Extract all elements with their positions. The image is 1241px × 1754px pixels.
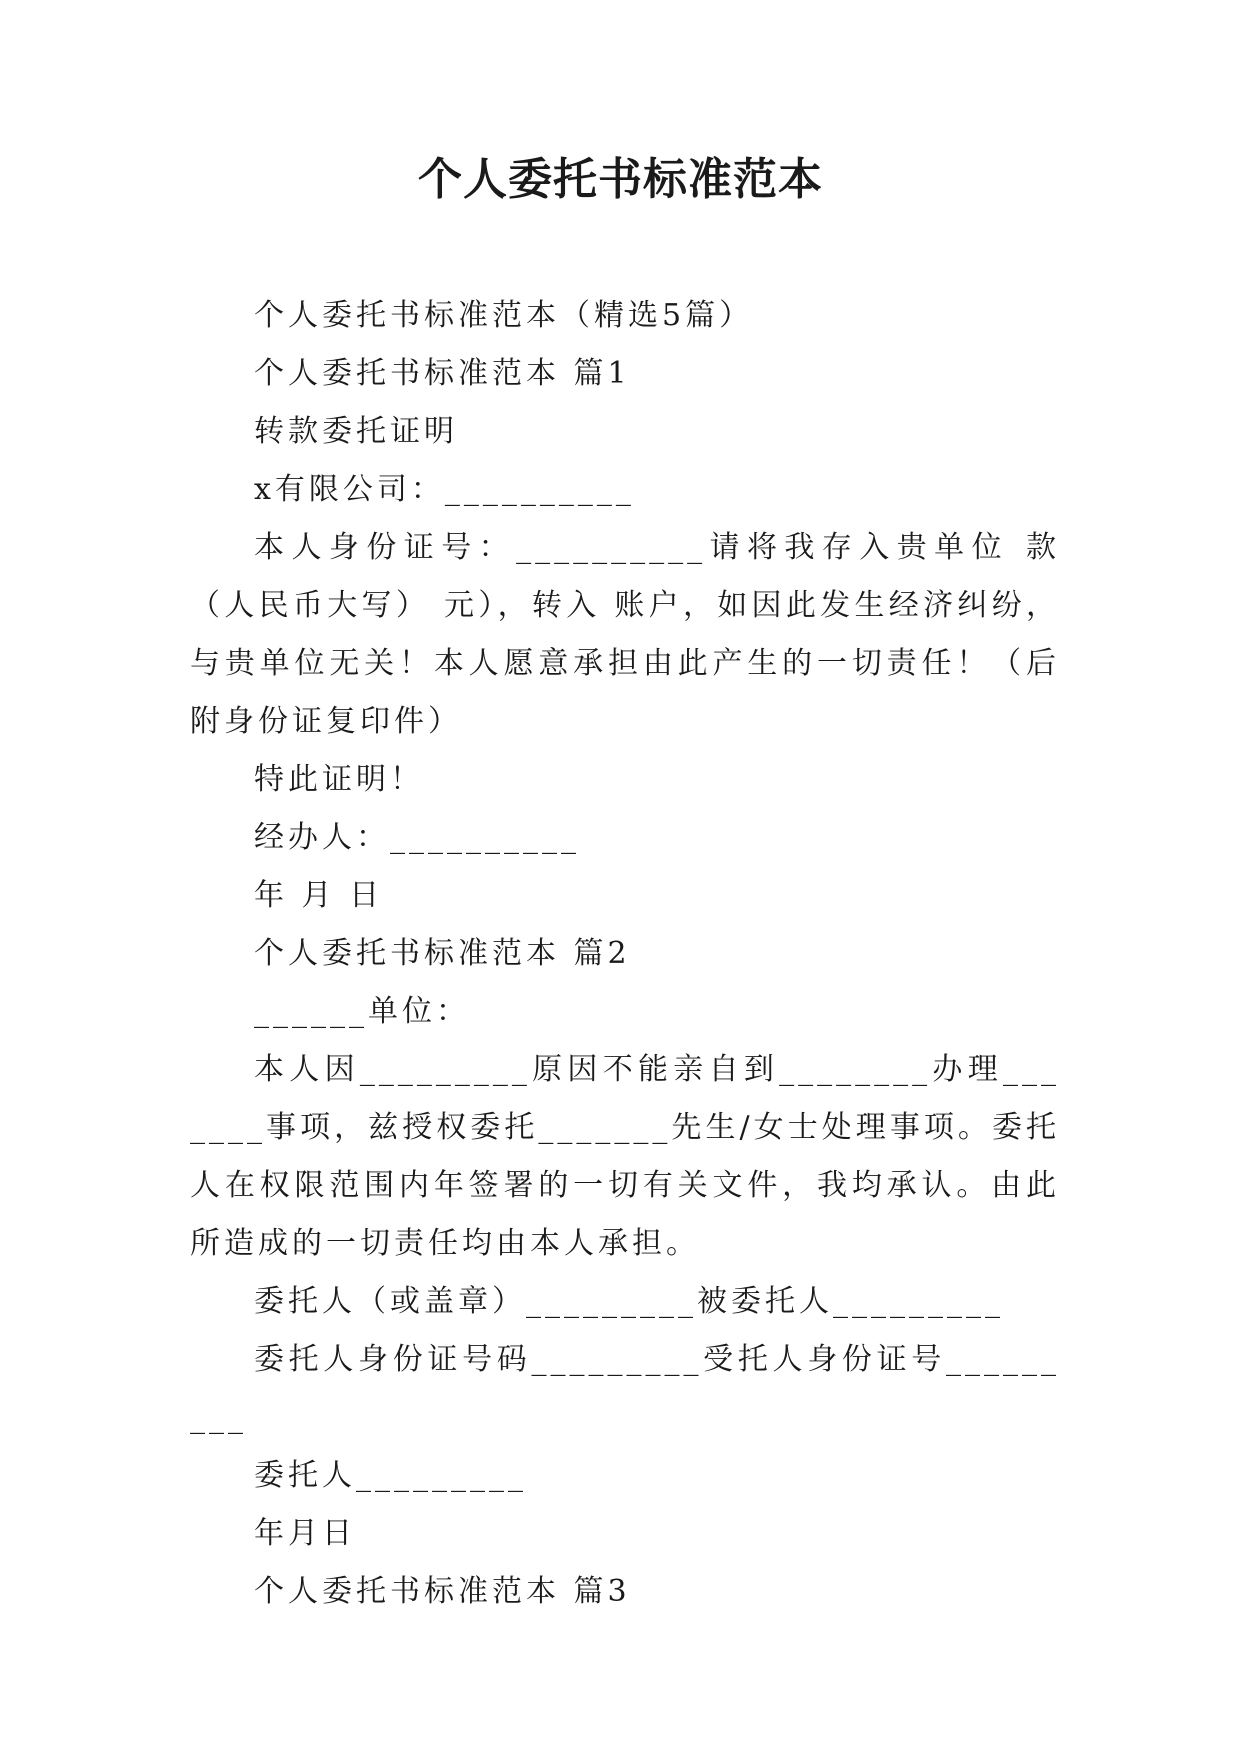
paragraph: 年 月 日	[254, 878, 384, 913]
section-heading-3: 个人委托书标准范本 篇3	[254, 1574, 631, 1609]
paragraph: 特此证明！	[254, 762, 424, 797]
paragraph: ______单位：	[254, 994, 470, 1029]
paragraph-subtitle: 个人委托书标准范本（精选5篇）	[254, 298, 754, 333]
document-title: 个人委托书标准范本	[418, 154, 823, 205]
paragraph: 委托人（或盖章）_________被委托人_________	[254, 1284, 1004, 1319]
paragraph: 委托人身份证号码_________受托人身份证号_________	[190, 1342, 1060, 1435]
section-heading-1: 个人委托书标准范本 篇1	[254, 356, 631, 391]
paragraph: 委托人_________	[254, 1458, 527, 1493]
paragraph: 经办人：__________	[254, 820, 580, 855]
paragraph: 年月日	[254, 1516, 356, 1551]
paragraph: x有限公司：__________	[254, 472, 635, 507]
paragraph: 本人因_________原因不能亲自到________办理_______事项，兹授权委托_______先生/女士处理事项。委托人在权限范围内年签署的一切有关文件，我均承认。由此所造成的一切责任均由本人承担。	[190, 1052, 1060, 1261]
document-body	[190, 287, 1060, 1621]
paragraph: 本人身份证号：__________请将我存入贵单位 款（人民币大写） 元），转入 账户，如因此发生经济纠纷，与贵单位无关！本人愿意承担由此产生的一切责任！（后附身份证复印件）	[190, 530, 1060, 739]
paragraph: 转款委托证明	[254, 414, 458, 449]
section-heading-2: 个人委托书标准范本 篇2	[254, 936, 631, 971]
